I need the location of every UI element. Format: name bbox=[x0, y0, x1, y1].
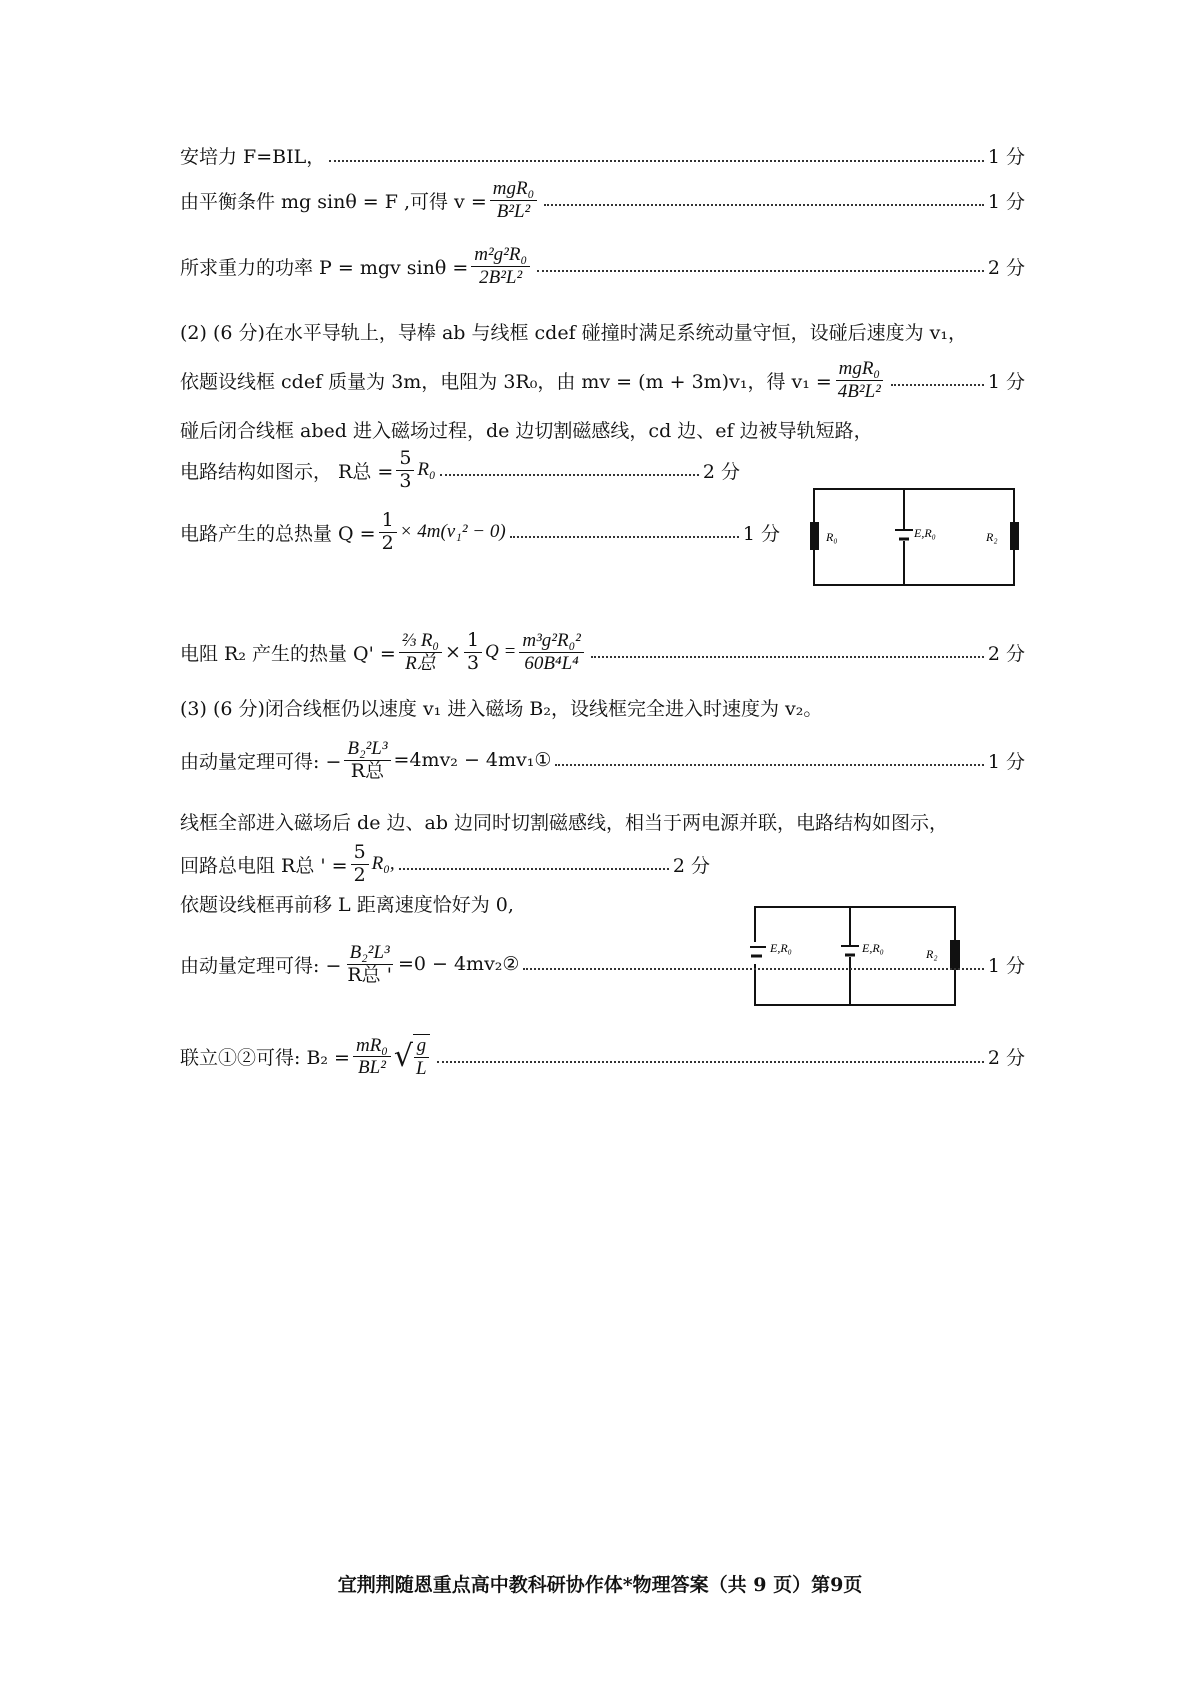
denominator: 4B²L² bbox=[837, 380, 881, 402]
line-text: 电阻 R₂ 产生的热量 Q' = bbox=[180, 642, 396, 665]
answer-line bbox=[180, 1034, 1025, 1080]
label-source: E,R₀ bbox=[914, 526, 936, 540]
line-text: 电路结构如图示， R总 = bbox=[180, 460, 394, 483]
numerator: B₂²L³ bbox=[344, 738, 390, 761]
dot-leader bbox=[437, 1051, 984, 1063]
denominator: 60B⁴L⁴ bbox=[524, 652, 579, 674]
line-text: 依题设线框 cdef 质量为 3m，电阻为 3R₀，由 mv = (m + 3m)v₁，得 v₁ = bbox=[180, 370, 832, 393]
fraction bbox=[519, 630, 584, 675]
line-text: 由动量定理可得: − bbox=[180, 750, 342, 773]
label-source-2: E,R₀ bbox=[862, 941, 884, 955]
tail: =0 − 4mv₂② bbox=[397, 953, 520, 976]
resistor-r0 bbox=[810, 522, 819, 550]
dot-leader bbox=[591, 646, 984, 658]
answer-line bbox=[180, 942, 1025, 987]
fraction bbox=[344, 942, 395, 987]
numerator: m²g²R₀ bbox=[471, 244, 530, 267]
numerator: B₂²L³ bbox=[347, 942, 393, 965]
operator: Q = bbox=[485, 641, 517, 663]
line-text: 碰后闭合线框 abed 进入磁场过程，de 边切割磁感线，cd 边、ef 边被导轨短路， bbox=[180, 420, 873, 442]
answer-line bbox=[180, 842, 710, 887]
dot-leader bbox=[440, 464, 699, 476]
tail: R₀ bbox=[417, 459, 436, 481]
answer-line bbox=[180, 808, 1025, 835]
score: 2 分 bbox=[987, 1047, 1025, 1070]
score: 1 分 bbox=[987, 954, 1025, 977]
line-text: 线框全部进入磁场后 de 边、ab 边同时切割磁感线，相当于两电源并联，电路结构如图示， bbox=[180, 812, 949, 834]
fraction bbox=[379, 510, 397, 555]
circuit-diagram-1 bbox=[810, 485, 1020, 590]
score: 2 分 bbox=[672, 854, 710, 877]
fraction bbox=[399, 630, 442, 675]
numerator: mgR₀ bbox=[490, 178, 537, 201]
sqrt-fraction bbox=[413, 1034, 430, 1080]
denominator: 3 bbox=[399, 469, 412, 492]
fraction bbox=[344, 738, 390, 783]
label-r0: R₀ bbox=[826, 530, 838, 544]
answer-line bbox=[180, 630, 1025, 675]
fraction bbox=[835, 358, 884, 403]
line-text: 由平衡条件 mg sinθ = F ,可得 v = bbox=[180, 190, 487, 213]
label-source-1: E,R₀ bbox=[770, 941, 792, 955]
fraction bbox=[353, 1035, 391, 1080]
answer-line bbox=[180, 142, 1025, 169]
denominator: 3 bbox=[466, 651, 480, 674]
dot-leader bbox=[399, 858, 669, 870]
score: 2 分 bbox=[987, 256, 1025, 279]
tail: R₀, bbox=[371, 853, 395, 875]
denominator: 2 bbox=[381, 531, 394, 554]
numerator: ⅔ R₀ bbox=[399, 630, 442, 653]
label-r2: R₂ bbox=[926, 947, 938, 961]
answer-line bbox=[180, 358, 1025, 403]
tail: × 4m(v₁² − 0) bbox=[399, 521, 506, 543]
denominator: R总 bbox=[405, 652, 436, 674]
denominator: R总 ' bbox=[347, 963, 392, 986]
score: 1 分 bbox=[987, 750, 1025, 773]
label-r2: R₂ bbox=[986, 530, 998, 544]
answer-line bbox=[180, 510, 780, 555]
line-text: 由动量定理可得: − bbox=[180, 954, 342, 977]
denominator: R总 bbox=[350, 759, 385, 782]
score: 2 分 bbox=[987, 642, 1025, 665]
dot-leader bbox=[329, 150, 984, 162]
dot-leader bbox=[537, 260, 984, 272]
line-text: 安培力 F=BIL， bbox=[180, 146, 326, 168]
operator: × bbox=[445, 641, 461, 664]
dot-leader bbox=[544, 194, 984, 206]
numerator: g bbox=[414, 1035, 430, 1058]
score: 1 分 bbox=[987, 190, 1025, 213]
denominator: 2 bbox=[353, 863, 366, 886]
line-text: (2) (6 分)在水平导轨上，导棒 ab 与线框 cdef 碰撞时满足系统动量守恒，设碰后速度为 v₁， bbox=[180, 322, 968, 344]
line-text: (3) (6 分)闭合线框仍以速度 v₁ 进入磁场 B₂，设线框完全进入时速度为 v₂。 bbox=[180, 698, 823, 720]
answer-line bbox=[180, 738, 1025, 783]
resistor-r2 bbox=[1010, 522, 1019, 550]
dot-leader bbox=[523, 958, 983, 970]
denominator: B²L² bbox=[496, 200, 531, 222]
score: 1 分 bbox=[987, 146, 1025, 168]
score: 1 分 bbox=[742, 522, 780, 545]
fraction bbox=[471, 244, 530, 289]
line-text: 所求重力的功率 P = mgv sinθ = bbox=[180, 256, 469, 279]
answer-line bbox=[180, 448, 740, 493]
dot-leader bbox=[891, 374, 984, 386]
fraction bbox=[464, 630, 482, 675]
page-footer: 宜荆荆随恩重点高中教科研协作体*物理答案（共 9 页）第9页 bbox=[337, 1574, 863, 1596]
answer-line bbox=[180, 416, 1025, 443]
tail: =4mv₂ − 4mv₁① bbox=[393, 749, 552, 772]
fraction bbox=[396, 448, 414, 493]
answer-line bbox=[180, 318, 1025, 345]
answer-line bbox=[180, 694, 1025, 721]
score: 2 分 bbox=[702, 460, 740, 483]
numerator: m³g²R₀² bbox=[519, 630, 584, 653]
answer-line bbox=[180, 244, 1025, 289]
fraction bbox=[351, 842, 369, 887]
numerator: mR₀ bbox=[353, 1035, 391, 1058]
denominator: BL² bbox=[358, 1057, 386, 1079]
denominator: 2B²L² bbox=[479, 266, 523, 288]
answer-line bbox=[180, 178, 1025, 223]
fraction bbox=[490, 178, 537, 223]
numerator: 1 bbox=[379, 510, 397, 533]
line-text: 联立①②可得: B₂ = bbox=[180, 1047, 350, 1070]
numerator: 5 bbox=[396, 448, 414, 471]
line-text: 回路总电阻 R总 ' = bbox=[180, 854, 348, 877]
dot-leader bbox=[510, 526, 739, 538]
numerator: 5 bbox=[351, 842, 369, 865]
numerator: mgR₀ bbox=[836, 358, 883, 381]
answer-line bbox=[180, 890, 1025, 917]
numerator: 1 bbox=[464, 630, 482, 653]
sqrt-sign: √ bbox=[393, 1039, 414, 1075]
denominator: L bbox=[416, 1057, 427, 1079]
score: 1 分 bbox=[987, 370, 1025, 393]
line-text: 电路产生的总热量 Q = bbox=[180, 522, 376, 545]
line-text: 依题设线框再前移 L 距离速度恰好为 0, bbox=[180, 894, 514, 916]
dot-leader bbox=[555, 754, 983, 766]
